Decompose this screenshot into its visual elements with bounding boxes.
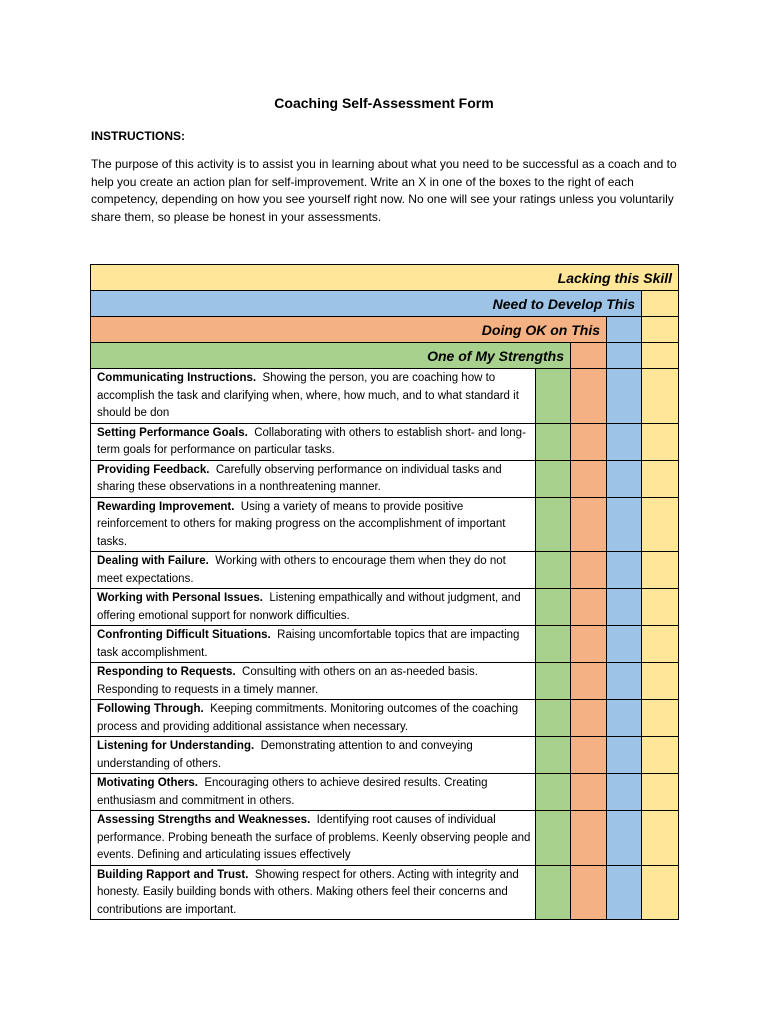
rating-box-doing-ok[interactable] xyxy=(571,700,607,737)
rating-box-need-to-develop[interactable] xyxy=(607,626,642,663)
competency-row xyxy=(91,737,679,774)
rating-box-need-to-develop[interactable] xyxy=(607,460,642,497)
spacer-lacking-cell xyxy=(642,343,679,369)
assessment-table xyxy=(90,264,679,920)
rating-box-strengths[interactable] xyxy=(536,460,571,497)
rating-box-doing-ok[interactable] xyxy=(571,774,607,811)
rating-box-lacking[interactable] xyxy=(642,423,679,460)
rating-box-lacking[interactable] xyxy=(642,774,679,811)
header-one-of-my-strengths: One of My Strengths xyxy=(91,343,571,369)
rating-box-need-to-develop[interactable] xyxy=(607,423,642,460)
header-row-develop xyxy=(91,291,679,317)
rating-box-lacking[interactable] xyxy=(642,865,679,920)
rating-box-need-to-develop[interactable] xyxy=(607,663,642,700)
rating-box-strengths[interactable] xyxy=(536,663,571,700)
rating-box-need-to-develop[interactable] xyxy=(607,774,642,811)
competency-row xyxy=(91,811,679,866)
rating-box-need-to-develop[interactable] xyxy=(607,811,642,866)
competency-desc: Working with others to encourage them when they do not meet expectations. xyxy=(97,555,506,585)
competency-desc: Raising uncomfortable topics that are impacting task accomplishment. xyxy=(97,629,520,659)
rating-box-doing-ok[interactable] xyxy=(571,423,607,460)
competency-name: Confronting Difficult Situations. xyxy=(97,629,271,641)
competency-description-cell xyxy=(91,497,536,552)
spacer-develop-cell xyxy=(607,343,642,369)
rating-box-need-to-develop[interactable] xyxy=(607,737,642,774)
rating-box-doing-ok[interactable] xyxy=(571,369,607,424)
competency-description-cell xyxy=(91,423,536,460)
rating-box-need-to-develop[interactable] xyxy=(607,700,642,737)
rating-box-strengths[interactable] xyxy=(536,774,571,811)
competency-description-cell xyxy=(91,700,536,737)
rating-box-doing-ok[interactable] xyxy=(571,626,607,663)
rating-box-lacking[interactable] xyxy=(642,589,679,626)
header-row-ok xyxy=(91,317,679,343)
rating-box-strengths[interactable] xyxy=(536,497,571,552)
rating-box-lacking[interactable] xyxy=(642,552,679,589)
spacer-ok-cell xyxy=(571,343,607,369)
competency-name: Setting Performance Goals. xyxy=(97,426,248,439)
instructions-text: The purpose of this activity is to assist you in learning about what you need to be successful as a coach and to help you create an action plan for self-improvement. Write an X in one of the boxes to the right of each competency, depending on how you see yourself right now. No one will see your ratings unless you voluntarily share them, so please be honest in your assessments. xyxy=(91,157,677,224)
competency-name: Rewarding Improvement. xyxy=(97,500,235,513)
competency-name: Building Rapport and Trust. xyxy=(97,868,249,881)
header-row-lacking xyxy=(91,265,679,291)
competency-row xyxy=(91,589,679,626)
rating-box-doing-ok[interactable] xyxy=(571,497,607,552)
competency-row xyxy=(91,460,679,497)
rating-box-lacking[interactable] xyxy=(642,497,679,552)
rating-box-lacking[interactable] xyxy=(642,460,679,497)
rating-box-strengths[interactable] xyxy=(536,700,571,737)
competency-name: Following Through. xyxy=(97,703,204,715)
rating-box-doing-ok[interactable] xyxy=(571,589,607,626)
rating-box-lacking[interactable] xyxy=(642,737,679,774)
competency-desc: Listening empathically and without judgment, and offering emotional support for nonwork difficulties. xyxy=(97,592,521,622)
spacer-lacking-cell xyxy=(642,317,679,343)
competency-description-cell xyxy=(91,865,536,920)
rating-box-doing-ok[interactable] xyxy=(571,552,607,589)
rating-box-strengths[interactable] xyxy=(536,423,571,460)
header-doing-ok-on-this: Doing OK on This xyxy=(91,317,607,343)
competency-row xyxy=(91,774,679,811)
rating-box-need-to-develop[interactable] xyxy=(607,552,642,589)
competency-desc: Showing respect for others. Acting with integrity and honesty. Easily building bonds with others. Making others feel their concerns and contributions are important. xyxy=(97,868,519,916)
competency-name: Assessing Strengths and Weaknesses. xyxy=(97,814,311,826)
spacer-lacking-cell xyxy=(642,291,679,317)
header-need-to-develop-this: Need to Develop This xyxy=(91,291,642,317)
competency-desc: Showing the person, you are coaching how to accomplish the task and clarifying when, where, how much, and to what standard it should be don xyxy=(97,372,519,419)
rating-box-strengths[interactable] xyxy=(536,552,571,589)
competency-name: Dealing with Failure. xyxy=(97,555,209,567)
rating-box-lacking[interactable] xyxy=(642,369,679,424)
competency-desc: Keeping commitments. Monitoring outcomes of the coaching process and providing additional assistance when necessary. xyxy=(97,703,519,733)
header-lacking-this-skill: Lacking this Skill xyxy=(91,265,679,291)
competency-description-cell xyxy=(91,552,536,589)
competency-description-cell xyxy=(91,774,536,811)
rating-box-lacking[interactable] xyxy=(642,626,679,663)
rating-box-strengths[interactable] xyxy=(536,369,571,424)
rating-box-lacking[interactable] xyxy=(642,700,679,737)
rating-box-need-to-develop[interactable] xyxy=(607,589,642,626)
rating-box-strengths[interactable] xyxy=(536,626,571,663)
competency-desc: Using a variety of means to provide positive reinforcement to others for making progress on the accomplishment of important tasks. xyxy=(97,500,506,548)
rating-box-lacking[interactable] xyxy=(642,811,679,866)
competency-description-cell xyxy=(91,589,536,626)
rating-box-need-to-develop[interactable] xyxy=(607,497,642,552)
spacer-develop-cell xyxy=(607,317,642,343)
competency-desc: Consulting with others on an as-needed basis. Responding to requests in a timely manner. xyxy=(97,666,478,696)
competency-row xyxy=(91,626,679,663)
header-row-strengths xyxy=(91,343,679,369)
rating-box-need-to-develop[interactable] xyxy=(607,369,642,424)
rating-box-doing-ok[interactable] xyxy=(571,811,607,866)
competency-row xyxy=(91,423,679,460)
competency-row xyxy=(91,369,679,424)
competency-name: Motivating Others. xyxy=(97,777,198,789)
competency-row xyxy=(91,663,679,700)
instructions-label: INSTRUCTIONS: xyxy=(91,129,185,143)
competency-description-cell xyxy=(91,737,536,774)
competency-name: Providing Feedback. xyxy=(97,463,210,476)
rating-box-doing-ok[interactable] xyxy=(571,865,607,920)
rating-box-need-to-develop[interactable] xyxy=(607,865,642,920)
rating-box-doing-ok[interactable] xyxy=(571,460,607,497)
competency-description-cell xyxy=(91,369,536,424)
competency-row xyxy=(91,700,679,737)
competency-name: Listening for Understanding. xyxy=(97,740,255,752)
rating-box-strengths[interactable] xyxy=(536,589,571,626)
competency-desc: Demonstrating attention to and conveying understanding of others. xyxy=(97,740,473,770)
competency-name: Responding to Requests. xyxy=(97,666,236,678)
rating-box-lacking[interactable] xyxy=(642,663,679,700)
competency-desc: Collaborating with others to establish short- and long-term goals for performance on particular tasks. xyxy=(97,426,526,456)
competency-description-cell xyxy=(91,460,536,497)
competency-row xyxy=(91,497,679,552)
competency-desc: Identifying root causes of individual performance. Probing beneath the surface of problems. Keenly observing people and events. Defining and articulating issues effectively xyxy=(97,814,531,861)
competency-row xyxy=(91,552,679,589)
rating-box-strengths[interactable] xyxy=(536,865,571,920)
rating-box-doing-ok[interactable] xyxy=(571,737,607,774)
competency-description-cell xyxy=(91,626,536,663)
competency-desc: Encouraging others to achieve desired results. Creating enthusiasm and commitment in others. xyxy=(97,777,488,807)
competency-description-cell xyxy=(91,811,536,866)
competency-name: Working with Personal Issues. xyxy=(97,592,263,604)
competency-desc: Carefully observing performance on individual tasks and sharing these observations in a nonthreatening manner. xyxy=(97,463,502,493)
competency-description-cell xyxy=(91,663,536,700)
competency-name: Communicating Instructions. xyxy=(97,372,257,384)
rating-box-doing-ok[interactable] xyxy=(571,663,607,700)
rating-box-strengths[interactable] xyxy=(536,737,571,774)
page-title: Coaching Self-Assessment Form xyxy=(274,95,494,111)
rating-box-strengths[interactable] xyxy=(536,811,571,866)
competency-row xyxy=(91,865,679,920)
